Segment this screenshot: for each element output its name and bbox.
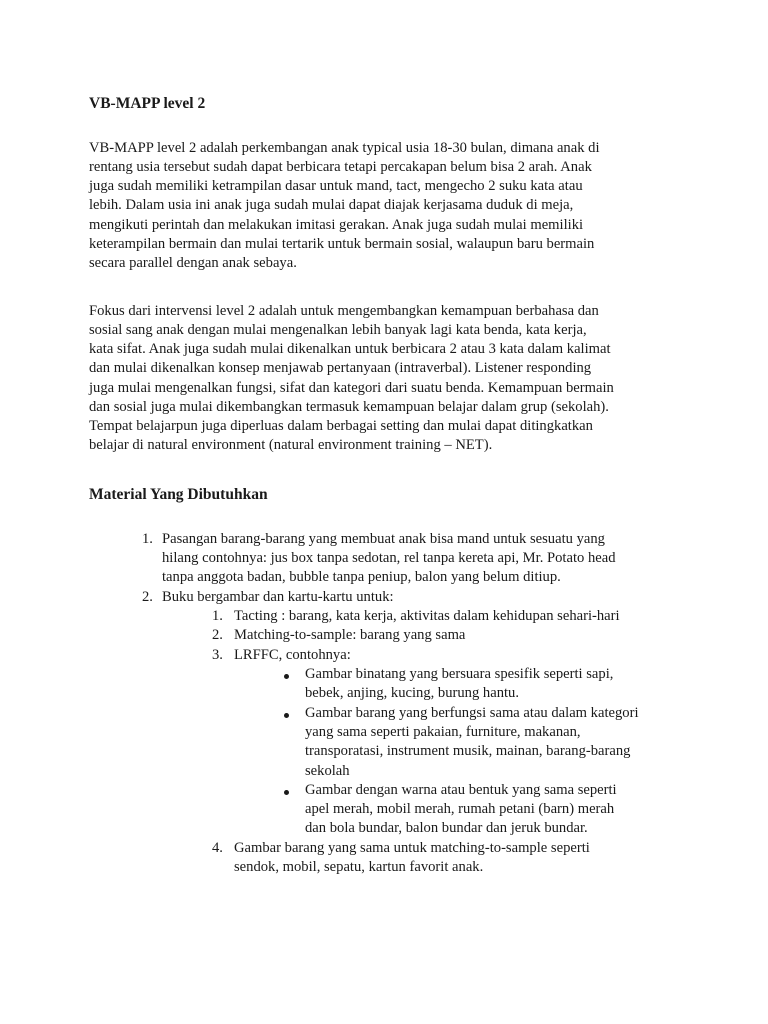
paragraph-line: sosial sang anak dengan mulai mengenalkan lebih banyak lagi kata benda, kata kerja, [89,322,587,338]
paragraph-line: VB-MAPP level 2 adalah perkembangan anak typical usia 18-30 bulan, dimana anak di [89,140,600,156]
sub-item-text: LRFFC, contohnya: [234,647,351,663]
bullet-line: sekolah [305,763,350,779]
bullet-line: apel merah, mobil merah, rumah petani (barn) merah [305,801,615,817]
sub-item-number: 4. [212,840,223,856]
bullet-dot [284,790,289,795]
paragraph-line: dan mulai dikenalkan konsep menjawab pertanyaan (intraverbal). Listener responding [89,360,592,376]
list-item-line: Buku bergambar dan kartu-kartu untuk: [162,589,394,605]
paragraph-line: keterampilan bermain dan mulai tertarik untuk bermain sosial, walaupun baru bermain [89,236,595,252]
paragraph-line: belajar di natural environment (natural environment training – NET). [89,437,493,453]
bullet-dot [284,713,289,718]
list-item-line: tanpa anggota badan, bubble tanpa peniup, balon yang belum ditiup. [162,569,561,585]
bullet-line: Gambar barang yang berfungsi sama atau dalam kategori [305,705,639,721]
sub-item-line: sendok, mobil, sepatu, kartun favorit anak. [234,859,484,875]
paragraph-line: juga sudah memiliki ketrampilan dasar untuk mand, tact, mengecho 2 suku kata atau [89,178,583,194]
sub-item-number: 2. [212,627,223,643]
bullet-line: yang sama seperti pakaian, furniture, makanan, [305,724,581,740]
paragraph-line: rentang usia tersebut sudah dapat berbicara tetapi percakapan belum bisa 2 arah. Anak [89,159,592,175]
sub-item-number: 3. [212,647,223,663]
sub-item-text: Tacting : barang, kata kerja, aktivitas dalam kehidupan sehari-hari [234,608,620,624]
bullet-line: transporatasi, instrument musik, mainan, barang-barang [305,743,631,759]
bullet-line: Gambar binatang yang bersuara spesifik seperti sapi, [305,666,614,682]
paragraph-line: mengikuti perintah dan melakukan imitasi gerakan. Anak juga sudah mulai memiliki [89,217,584,233]
sub-item-number: 1. [212,608,223,624]
paragraph-line: Fokus dari intervensi level 2 adalah untuk mengembangkan kemampuan berbahasa dan [89,303,599,319]
bullet-line: dan bola bundar, balon bundar dan jeruk bundar. [305,820,588,836]
list-item-number: 1. [142,531,153,547]
paragraph-line: lebih. Dalam usia ini anak juga sudah mulai dapat diajak kerjasama duduk di meja, [89,197,574,213]
list-item-number: 2. [142,589,153,605]
section-title: Material Yang Dibutuhkan [89,486,268,503]
paragraph-line: kata sifat. Anak juga sudah mulai dikenalkan untuk berbicara 2 atau 3 kata dalam kalimat [89,341,611,357]
document-title: VB-MAPP level 2 [89,95,206,112]
list-item-line: Pasangan barang-barang yang membuat anak bisa mand untuk sesuatu yang [162,531,605,547]
sub-item-text: Matching-to-sample: barang yang sama [234,627,466,643]
list-item-line: hilang contohnya: jus box tanpa sedotan, rel tanpa kereta api, Mr. Potato head [162,550,616,566]
paragraph-line: juga mulai mengenalkan fungsi, sifat dan kategori dari suatu benda. Kemampuan bermain [89,380,614,396]
sub-item-line: Gambar barang yang sama untuk matching-to-sample seperti [234,840,590,856]
paragraph-line: dan sosial juga mulai dikembangkan termasuk kemampuan belajar dalam grup (sekolah). [89,399,609,415]
paragraph-line: secara parallel dengan anak sebaya. [89,255,297,271]
bullet-dot [284,674,289,679]
bullet-line: Gambar dengan warna atau bentuk yang sama seperti [305,782,617,798]
paragraph-line: Tempat belajarpun juga diperluas dalam berbagai setting dan mulai dapat ditingkatkan [89,418,593,434]
bullet-line: bebek, anjing, kucing, burung hantu. [305,685,519,701]
